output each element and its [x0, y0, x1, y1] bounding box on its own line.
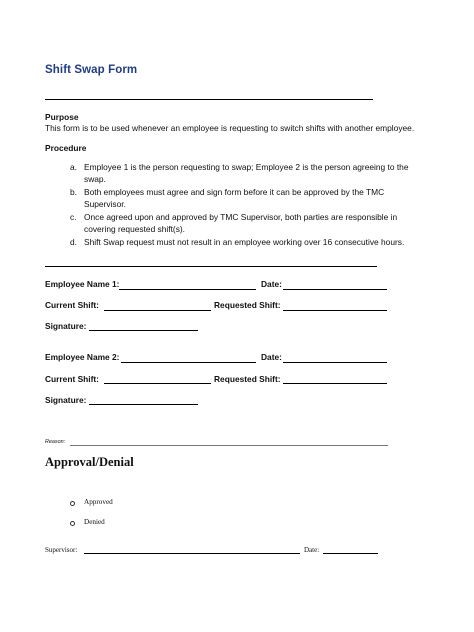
- procedure-item-text: Both employees must agree and sign form before it can be approved by the TMC Supervisor.: [84, 187, 385, 209]
- employee2-date-field[interactable]: [283, 362, 387, 363]
- form-title: Shift Swap Form: [45, 64, 138, 76]
- purpose-text: This form is to be used whenever an employee is requesting to switch shifts with another employee.: [45, 123, 415, 133]
- employee1-requested-shift-field[interactable]: [283, 310, 387, 311]
- employee2-current-shift-label: Current Shift:: [45, 374, 99, 384]
- employee1-requested-shift-label: Requested Shift:: [214, 300, 281, 310]
- procedure-item-marker: c.: [70, 212, 77, 222]
- employee2-date-label: Date:: [261, 352, 282, 362]
- supervisor-label: Supervisor:: [45, 546, 78, 554]
- denied-label: Denied: [84, 518, 105, 526]
- procedure-item-text: Employee 1 is the person requesting to swap; Employee 2 is the person agreeing to the swap.: [84, 162, 409, 184]
- employee1-signature-field[interactable]: [89, 330, 198, 331]
- procedure-item: [70, 212, 420, 235]
- employee1-name-label: Employee Name 1:: [45, 279, 120, 289]
- procedure-item-text: Shift Swap request must not result in an employee working over 16 consecutive hours.: [84, 237, 405, 247]
- employee1-date-field[interactable]: [283, 289, 387, 290]
- approval-heading: Approval/Denial: [45, 455, 134, 469]
- supervisor-field[interactable]: [84, 553, 300, 554]
- title-underline: [45, 99, 373, 100]
- denied-radio[interactable]: [70, 521, 75, 526]
- procedure-item-marker: d.: [70, 237, 77, 247]
- procedure-item: [70, 187, 420, 210]
- employee2-requested-shift-label: Requested Shift:: [214, 374, 281, 384]
- purpose-heading: Purpose: [45, 112, 79, 122]
- reason-field[interactable]: [70, 445, 388, 446]
- procedure-item: [70, 237, 420, 249]
- approved-label: Approved: [84, 498, 113, 506]
- employee2-name-label: Employee Name 2:: [45, 352, 120, 362]
- employee2-signature-field[interactable]: [89, 404, 198, 405]
- procedure-item-marker: a.: [70, 162, 77, 172]
- employee1-current-shift-label: Current Shift:: [45, 300, 99, 310]
- procedure-item-marker: b.: [70, 187, 77, 197]
- employee2-name-field[interactable]: [121, 362, 256, 363]
- approved-radio[interactable]: [70, 501, 75, 506]
- section-divider: [45, 266, 377, 267]
- employee2-current-shift-field[interactable]: [104, 383, 211, 384]
- employee2-requested-shift-field[interactable]: [283, 383, 387, 384]
- procedure-item: [70, 162, 420, 185]
- procedure-list: [70, 162, 420, 251]
- procedure-heading: Procedure: [45, 143, 87, 153]
- employee1-signature-label: Signature:: [45, 321, 87, 331]
- supervisor-date-label: Date:: [304, 546, 320, 554]
- employee1-current-shift-field[interactable]: [104, 310, 211, 311]
- supervisor-date-field[interactable]: [323, 553, 378, 554]
- employee1-name-field[interactable]: [119, 289, 256, 290]
- employee1-date-label: Date:: [261, 279, 282, 289]
- reason-label: Reason:: [45, 439, 66, 445]
- employee2-signature-label: Signature:: [45, 395, 87, 405]
- procedure-item-text: Once agreed upon and approved by TMC Supervisor, both parties are responsible in covering requested shift(s).: [84, 212, 398, 234]
